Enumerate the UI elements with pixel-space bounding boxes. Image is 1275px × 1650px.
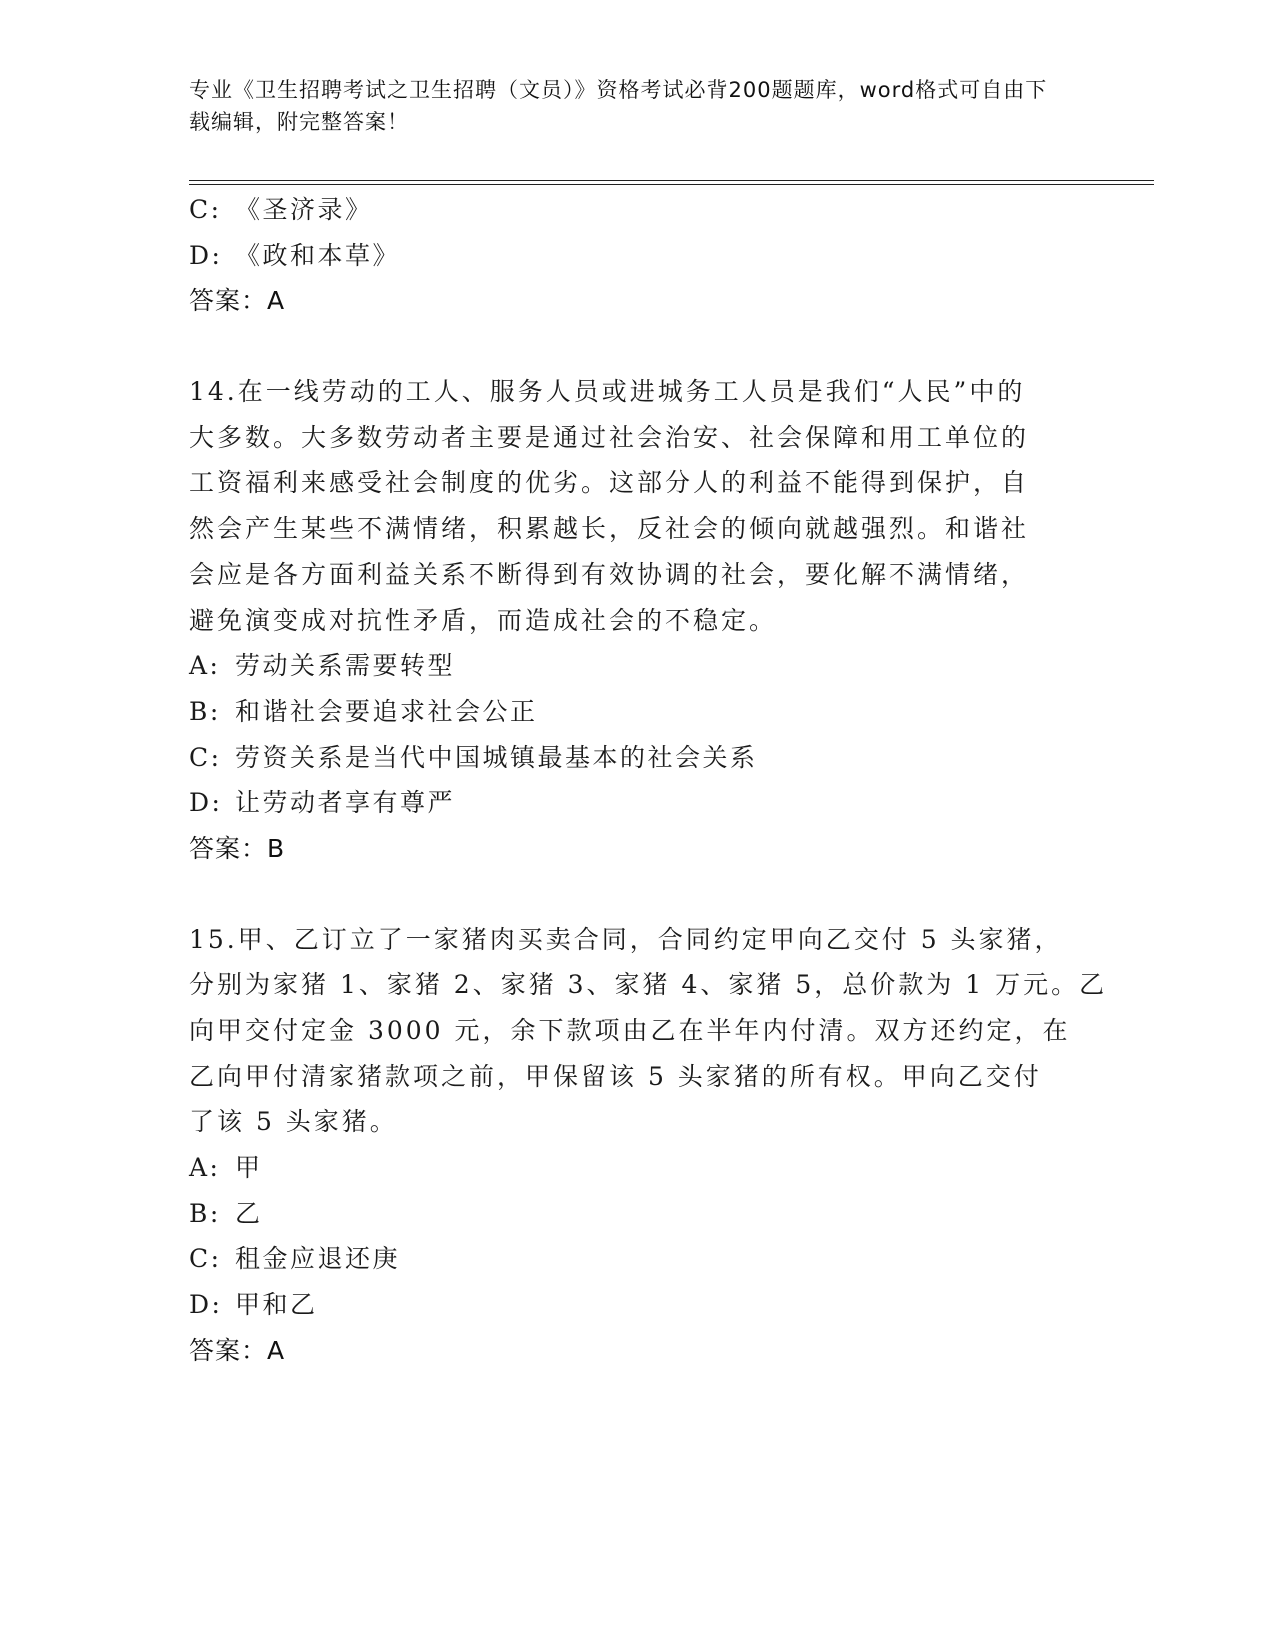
option-a bbox=[189, 1145, 1089, 1191]
stem-line: 14.在一线劳动的工人、服务人员或进城务工人员是我们“人民”中的 bbox=[189, 377, 1026, 407]
option-d bbox=[189, 780, 1089, 826]
option-label: B: bbox=[189, 1198, 221, 1228]
question-14 bbox=[189, 369, 1089, 872]
stem-line: 避免演变成对抗性矛盾，而造成社会的不稳定。 bbox=[189, 605, 778, 635]
option-d bbox=[189, 1282, 1089, 1328]
spacer bbox=[189, 872, 1089, 917]
option-label: D: bbox=[189, 1290, 223, 1320]
stem-line: 大多数。大多数劳动者主要是通过社会治安、社会保障和用工单位的 bbox=[189, 422, 1030, 452]
option-text: 甲 bbox=[235, 1153, 263, 1183]
option-label: D: bbox=[189, 788, 223, 818]
spacer bbox=[189, 324, 1089, 369]
stem-line: 15.甲、乙订立了一家猪肉买卖合同，合同约定甲向乙交付 5 头家猪， bbox=[189, 924, 1063, 954]
option-text: 劳动关系需要转型 bbox=[235, 651, 456, 681]
option-label: A: bbox=[189, 1153, 221, 1183]
option-c bbox=[189, 187, 1089, 233]
option-c bbox=[189, 1236, 1089, 1282]
option-text: 让劳动者享有尊严 bbox=[235, 788, 456, 818]
document-body bbox=[189, 187, 1108, 1374]
stem-line: 然会产生某些不满情绪，积累越长，反社会的倾向就越强烈。和谐社 bbox=[189, 514, 1030, 544]
option-label: B: bbox=[189, 696, 221, 726]
option-text: 甲和乙 bbox=[235, 1290, 318, 1320]
previous-question-tail bbox=[189, 187, 1089, 324]
option-b bbox=[189, 689, 1089, 735]
option-d bbox=[189, 233, 1089, 279]
option-text: 乙 bbox=[235, 1198, 263, 1228]
option-text: 《圣济录》 bbox=[235, 195, 373, 224]
stem-line: 向甲交付定金 3000 元，余下款项由乙在半年内付清。双方还约定，在 bbox=[189, 1016, 1071, 1045]
option-label: C: bbox=[189, 1244, 222, 1274]
question-15 bbox=[189, 917, 1108, 1374]
stem-line: 了该 5 头家猪。 bbox=[189, 1107, 398, 1137]
option-label: D: bbox=[189, 240, 223, 270]
option-text: 租金应退还庚 bbox=[235, 1244, 401, 1274]
answer-line: 答案：B bbox=[189, 833, 286, 863]
question-stem bbox=[189, 369, 1089, 643]
stem-line: 乙向甲付清家猪款项之前，甲保留该 5 头家猪的所有权。甲向乙交付 bbox=[189, 1061, 1042, 1091]
document-header bbox=[189, 74, 1069, 138]
option-label: A: bbox=[189, 651, 221, 681]
stem-line: 会应是各方面利益关系不断得到有效协调的社会，要化解不满情绪， bbox=[189, 559, 1030, 589]
option-c bbox=[189, 735, 1089, 781]
option-label: C: bbox=[189, 742, 222, 772]
answer-line: 答案：A bbox=[189, 1335, 286, 1365]
option-text: 和谐社会要追求社会公正 bbox=[235, 696, 538, 726]
question-stem bbox=[189, 917, 1108, 1145]
stem-line: 分别为家猪 1、家猪 2、家猪 3、家猪 4、家猪 5，总价款为 1 万元。乙 bbox=[189, 970, 1108, 1000]
option-b bbox=[189, 1191, 1089, 1237]
header-divider bbox=[189, 180, 1154, 185]
stem-line: 工资福利来感受社会制度的优劣。这部分人的利益不能得到保护，自 bbox=[189, 468, 1030, 498]
header-title: 专业《卫生招聘考试之卫生招聘（文员）》资格考试必背200题题库，word格式可自由下载编辑，附完整答案！ bbox=[189, 78, 1048, 134]
option-label: C: bbox=[189, 195, 222, 224]
option-text: 《政和本草》 bbox=[235, 240, 401, 270]
answer-line: 答案：A bbox=[189, 286, 286, 316]
option-text: 劳资关系是当代中国城镇最基本的社会关系 bbox=[235, 742, 758, 772]
option-a bbox=[189, 643, 1089, 689]
